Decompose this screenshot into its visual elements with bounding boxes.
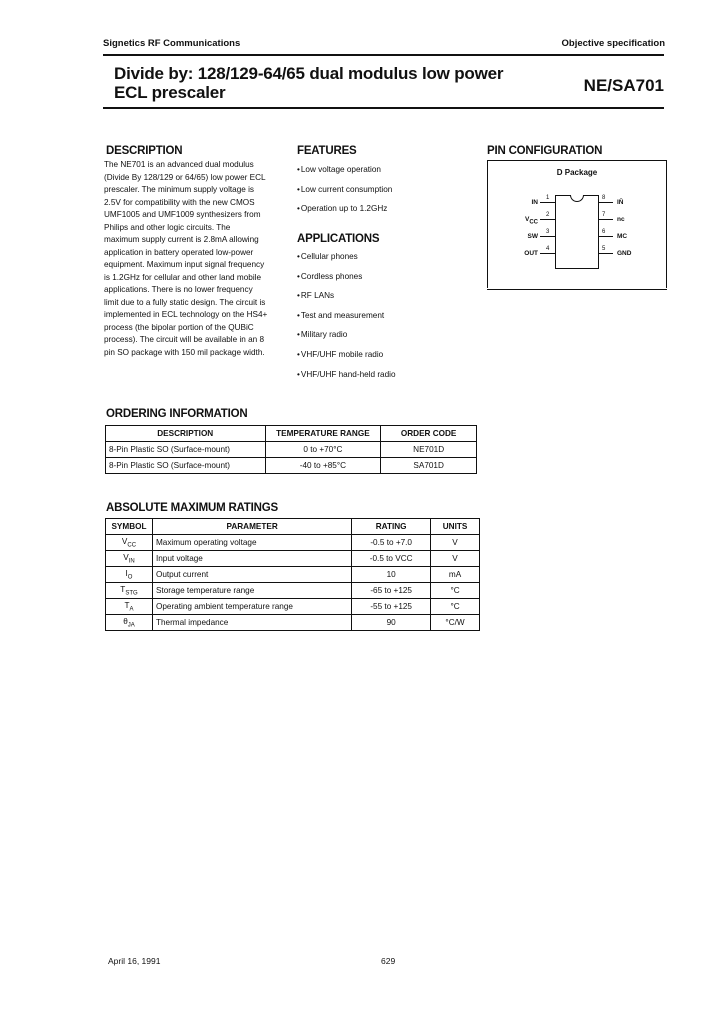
part-number: NE/SA701 xyxy=(583,76,664,95)
pin-lead xyxy=(540,253,555,254)
table-row xyxy=(106,599,480,615)
ratings-heading: ABSOLUTE MAXIMUM RATINGS xyxy=(106,502,278,514)
bullet-dot: • xyxy=(297,204,300,214)
description-line: is 1.2GHz for cellular and other land mobile xyxy=(104,272,262,282)
units-cell: °C xyxy=(431,599,480,615)
pin-config-heading: PIN CONFIGURATION xyxy=(487,145,603,157)
parameter-cell: Input voltage xyxy=(152,551,351,567)
description-line: applications. There is no lower frequency xyxy=(104,285,253,294)
ic-body xyxy=(555,195,599,269)
symbol-cell xyxy=(106,567,153,583)
symbol-sub: A xyxy=(129,606,134,613)
application-item xyxy=(297,310,396,330)
symbol-main: T xyxy=(120,584,126,594)
symbol-sub: STG xyxy=(125,590,138,597)
symbol-main: T xyxy=(124,600,130,610)
feature-item xyxy=(297,203,392,223)
table-row xyxy=(106,583,480,599)
table-cell: 8-Pin Plastic SO (Surface-mount) xyxy=(106,442,266,458)
pin-number: 2 xyxy=(546,212,550,218)
symbol-cell xyxy=(106,615,153,631)
pin-label: IN xyxy=(531,199,538,206)
pin-lead xyxy=(598,236,613,237)
application-item xyxy=(297,251,396,271)
applications-heading: APPLICATIONS xyxy=(297,233,380,245)
table-row xyxy=(106,551,480,567)
pin-label: nc xyxy=(617,216,625,223)
pin-label: MC xyxy=(617,233,628,240)
description-line: (Divide By 128/129 or 64/65) low power ECL xyxy=(104,172,266,182)
parameter-cell: Storage temperature range xyxy=(152,583,351,599)
table-row xyxy=(106,567,480,583)
rating-cell: 10 xyxy=(352,567,431,583)
application-item xyxy=(297,271,396,291)
description-line: The NE701 is an advanced dual modulus xyxy=(104,160,254,169)
units-cell: V xyxy=(431,535,480,551)
description-text xyxy=(104,159,294,359)
pin-number: 7 xyxy=(602,212,606,218)
pin-lead xyxy=(598,219,613,220)
description-line: equipment. Maximum input signal frequency xyxy=(104,260,265,269)
bullet-dot: • xyxy=(297,330,300,340)
symbol-sub: IN xyxy=(128,558,135,565)
column-header: RATING xyxy=(352,519,431,535)
pin-lead xyxy=(540,219,555,220)
bullet-dot: • xyxy=(297,271,300,281)
bullet-dot: • xyxy=(297,165,300,174)
bullet-dot: • xyxy=(297,252,300,261)
ordering-heading: ORDERING INFORMATION xyxy=(106,408,248,420)
application-item xyxy=(297,369,396,389)
application-item xyxy=(297,290,396,310)
features-list xyxy=(297,164,392,223)
table-cell: SA701D xyxy=(381,458,477,474)
title-rule xyxy=(103,107,664,109)
description-line: application in battery operated low-power xyxy=(104,247,254,257)
column-header: PARAMETER xyxy=(152,519,351,535)
footer-date: April 16, 1991 xyxy=(108,956,161,966)
ic-notch xyxy=(570,195,584,202)
symbol-sub: CC xyxy=(127,542,137,549)
title-line-2: ECL prescaler xyxy=(114,83,226,102)
table-row xyxy=(106,535,480,551)
pin-label: OUT xyxy=(524,250,538,257)
symbol-cell xyxy=(106,535,153,551)
units-cell: °C/W xyxy=(431,615,480,631)
table-row xyxy=(106,615,480,631)
bullet-dot: • xyxy=(297,369,300,379)
table-row xyxy=(106,442,477,458)
symbol-sub: O xyxy=(127,574,133,581)
header-rule xyxy=(103,54,664,56)
pin-label: $V_{CC}$ xyxy=(524,216,538,226)
description-line: process). The circuit will be available in an 8 xyxy=(104,335,265,344)
page-title xyxy=(114,64,503,102)
symbol-main: I xyxy=(125,568,128,578)
description-line: Philips and other logic circuits. The xyxy=(104,222,231,232)
column-header: TEMPERATURE RANGE xyxy=(265,426,381,442)
rating-cell: -65 to +125 xyxy=(352,583,431,599)
applications-list xyxy=(297,251,396,388)
symbol-sub: JA xyxy=(127,622,135,629)
feature-item xyxy=(297,184,392,204)
parameter-cell: Thermal impedance xyxy=(152,615,351,631)
pin-lead xyxy=(598,253,613,254)
pin-number: 1 xyxy=(546,195,550,201)
pin-number: 8 xyxy=(602,195,606,201)
pin-number: 5 xyxy=(602,246,606,252)
ordering-table xyxy=(105,425,477,474)
feature-item-text: Low current consumption xyxy=(300,184,393,194)
symbol-cell xyxy=(106,551,153,567)
application-item-text: Cellular phones xyxy=(300,252,358,261)
symbol-main: θ xyxy=(123,616,128,626)
rating-cell: -0.5 to +7.0 xyxy=(352,535,431,551)
package-label: D Package xyxy=(556,168,598,177)
column-header: UNITS xyxy=(431,519,480,535)
pin-label: SW xyxy=(527,233,538,240)
table-cell: 8-Pin Plastic SO (Surface-mount) xyxy=(106,458,266,474)
description-line: process (the bipolar portion of the QUBiC xyxy=(104,322,254,332)
rating-cell: 90 xyxy=(352,615,431,631)
bullet-dot: • xyxy=(297,310,300,320)
description-line: implemented in ECL technology on the HS4+ xyxy=(104,310,268,319)
table-cell: NE701D xyxy=(381,442,477,458)
pin-number: 4 xyxy=(546,246,550,252)
bullet-dot: • xyxy=(297,349,300,359)
ratings-table xyxy=(105,518,480,631)
symbol-cell xyxy=(106,583,153,599)
title-line-1: Divide by: 128/129-64/65 dual modulus low power xyxy=(114,64,504,83)
table-row xyxy=(106,458,477,474)
units-cell: °C xyxy=(431,583,480,599)
application-item-text: RF LANs xyxy=(300,291,335,301)
application-item-text: VHF/UHF mobile radio xyxy=(300,349,384,359)
description-line: limit due to a fully static design. The circuit is xyxy=(104,297,266,307)
column-header: SYMBOL xyxy=(106,519,153,535)
description-line: pin SO package with 150 mil package width. xyxy=(104,347,265,357)
description-line: 2.5V for compatibility with the new CMOS xyxy=(104,197,255,207)
pin-label: GND xyxy=(617,250,632,257)
symbol-main: V xyxy=(121,536,128,546)
symbol-cell xyxy=(106,599,153,615)
pin-number: 3 xyxy=(546,229,550,235)
column-header: DESCRIPTION xyxy=(106,426,266,442)
application-item-text: VHF/UHF hand-held radio xyxy=(300,369,396,379)
feature-item xyxy=(297,164,392,184)
description-line: maximum supply current is 2.8mA allowing xyxy=(104,235,259,244)
parameter-cell: Operating ambient temperature range xyxy=(152,599,351,615)
bullet-dot: • xyxy=(297,291,300,301)
feature-item-text: Operation up to 1.2GHz xyxy=(300,204,388,214)
pin-label: IN̄ xyxy=(617,199,624,206)
rating-cell: -0.5 to VCC xyxy=(352,551,431,567)
pin-config-box xyxy=(487,160,667,290)
parameter-cell: Output current xyxy=(152,567,351,583)
units-cell: mA xyxy=(431,567,480,583)
description-line: prescaler. The minimum supply voltage is xyxy=(104,185,255,194)
pin-lead xyxy=(540,236,555,237)
table-cell: 0 to +70°C xyxy=(265,442,381,458)
application-item-text: Military radio xyxy=(300,330,348,340)
bullet-dot: • xyxy=(297,184,300,194)
description-line: UMF1005 and UMF1009 synthesizers from xyxy=(104,210,261,219)
description-heading: DESCRIPTION xyxy=(106,145,183,157)
feature-item-text: Low voltage operation xyxy=(300,165,381,174)
application-item-text: Test and measurement xyxy=(300,310,385,320)
table-cell: -40 to +85°C xyxy=(265,458,381,474)
features-heading: FEATURES xyxy=(297,145,357,157)
symbol-main: V xyxy=(123,552,129,562)
application-item-text: Cordless phones xyxy=(300,271,363,281)
units-cell: V xyxy=(431,551,480,567)
pin-lead xyxy=(598,202,613,203)
pin-number: 6 xyxy=(602,229,606,235)
page-number: 629 xyxy=(381,956,396,966)
column-header: ORDER CODE xyxy=(381,426,477,442)
application-item xyxy=(297,349,396,369)
parameter-cell: Maximum operating voltage xyxy=(152,535,351,551)
company-name: Signetics RF Communications xyxy=(103,38,241,49)
pin-lead xyxy=(540,202,555,203)
application-item xyxy=(297,329,396,349)
document-status: Objective specification xyxy=(561,38,665,49)
rating-cell: -55 to +125 xyxy=(352,599,431,615)
